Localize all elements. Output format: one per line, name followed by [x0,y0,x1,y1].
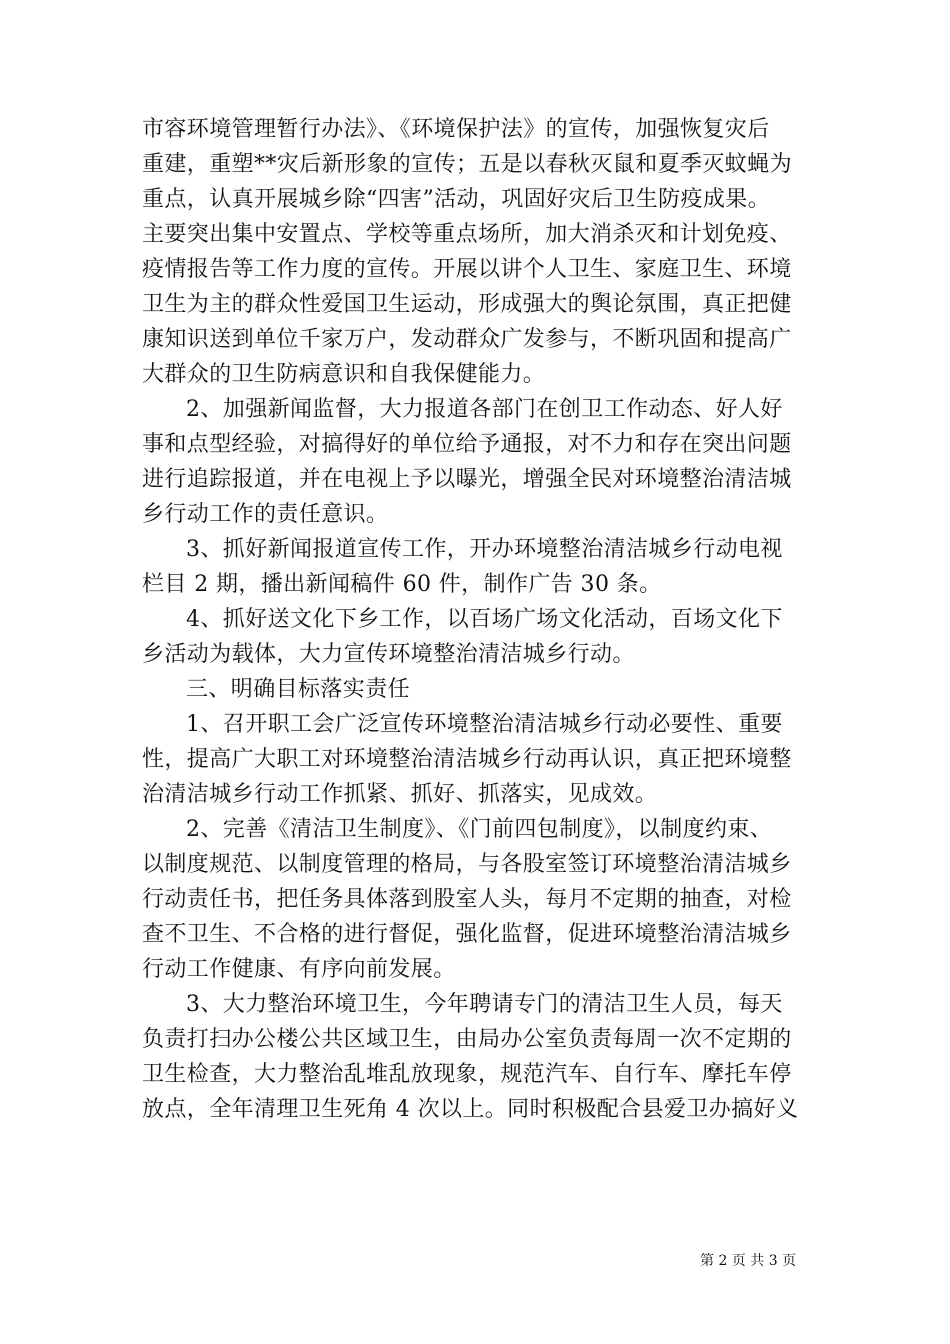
text-line: 治清洁城乡行动工作抓紧、抓好、抓落实，见成效。 [142,782,658,807]
text-line: 查不卫生、不合格的进行督促，强化监督，促进环境整治清洁城乡 [142,922,792,947]
paragraph-start-line: 4、抓好送文化下乡工作，以百场广场文化活动，百场文化下 [186,607,783,632]
text-line: 进行追踪报道，并在电视上予以曝光，增强全民对环境整治清洁城 [142,467,792,492]
text-line: 市容环境管理暂行办法》、《环境保护法》的宣传，加强恢复灾后 [142,117,770,142]
text-line: 重建，重塑**灾后新形象的宣传；五是以春秋灭鼠和夏季灭蚊蝇为 [142,152,793,177]
text-line: 放点，全年清理卫生死角 4 次以上。同时积极配合县爱卫办搞好义 [142,1097,799,1122]
text-line: 卫生为主的群众性爱国卫生运动，形成强大的舆论氛围，真正把健 [142,292,792,317]
text-line: 康知识送到单位千家万户，发动群众广发参与，不断巩固和提高广 [142,327,792,352]
text-line: 疫情报告等工作力度的宣传。开展以讲个人卫生、家庭卫生、环境 [142,257,792,282]
text-line: 事和点型经验，对搞得好的单位给予通报，对不力和存在突出问题 [142,432,792,457]
text-line: 栏目 2 期，播出新闻稿件 60 件，制作广告 30 条。 [142,572,662,597]
paragraph-start-line: 3、抓好新闻报道宣传工作，开办环境整治清洁城乡行动电视 [186,537,783,562]
text-line: 乡活动为载体，大力宣传环境整治清洁城乡行动。 [142,642,635,667]
text-line: 主要突出集中安置点、学校等重点场所，加大消杀灭和计划免疫、 [142,222,792,247]
paragraph-start-line: 2、完善《清洁卫生制度》、《门前四包制度》，以制度约束、 [186,817,773,842]
section-heading: 三、明确目标落实责任 [186,677,411,702]
text-line: 性，提高广大职工对环境整治清洁城乡行动再认识，真正把环境整 [142,747,792,772]
paragraph-start-line: 1、召开职工会广泛宣传环境整治清洁城乡行动必要性、重要 [186,712,783,737]
text-line: 卫生检查，大力整治乱堆乱放现象，规范汽车、自行车、摩托车停 [142,1062,792,1087]
page-number-footer: 第 2 页 共 3 页 [700,1253,797,1269]
paragraph-start-line: 3、大力整治环境卫生，今年聘请专门的清洁卫生人员，每天 [186,992,783,1017]
document-body [142,112,822,1127]
paragraph-start-line: 2、加强新闻监督，大力报道各部门在创卫工作动态、好人好 [186,397,783,422]
text-line: 以制度规范、以制度管理的格局，与各股室签订环境整治清洁城乡 [142,852,792,877]
text-line: 重点，认真开展城乡除“四害”活动，巩固好灾后卫生防疫成果。 [142,187,771,212]
text-line: 行动工作健康、有序向前发展。 [142,957,456,982]
text-line: 乡行动工作的责任意识。 [142,502,389,527]
text-line: 行动责任书，把任务具体落到股室人头，每月不定期的抽查，对检 [142,887,792,912]
text-line: 大群众的卫生防病意识和自我保健能力。 [142,362,546,387]
text-line: 负责打扫办公楼公共区域卫生，由局办公室负责每周一次不定期的 [142,1027,792,1052]
